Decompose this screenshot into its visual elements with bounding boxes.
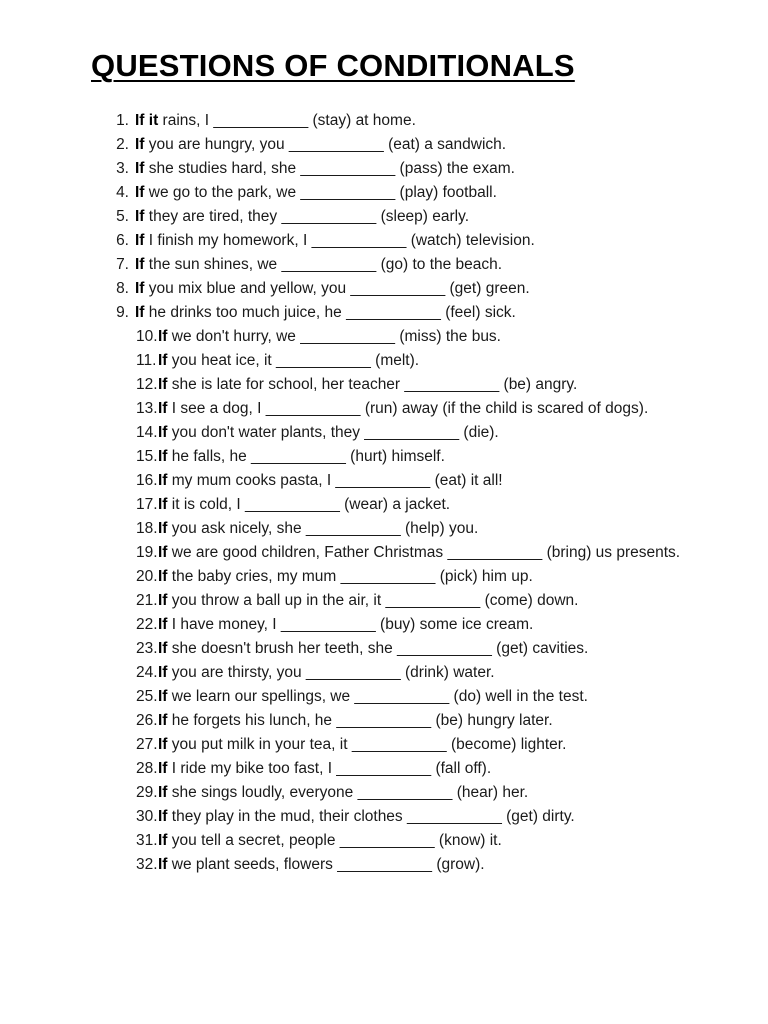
question-number: 32. bbox=[136, 856, 158, 873]
question-keyword: If bbox=[158, 496, 168, 513]
question-number: 25. bbox=[136, 688, 158, 705]
question-number: 8. bbox=[116, 280, 129, 297]
question-text: I have money, I ___________ (buy) some ice cream. bbox=[167, 616, 534, 633]
question-number: 16. bbox=[136, 472, 158, 489]
question-text: I finish my homework, I ___________ (watch) television. bbox=[144, 232, 535, 249]
question-item bbox=[0, 709, 768, 733]
question-keyword: If bbox=[158, 448, 168, 465]
question-number: 17. bbox=[136, 496, 158, 513]
question-item bbox=[0, 349, 768, 373]
question-item bbox=[0, 637, 768, 661]
question-text: she is late for school, her teacher ___________ (be) angry. bbox=[167, 376, 578, 393]
question-text: you are thirsty, you ___________ (drink) water. bbox=[167, 664, 495, 681]
question-item bbox=[0, 373, 768, 397]
question-item bbox=[0, 517, 768, 541]
question-item bbox=[0, 541, 768, 565]
question-text: she sings loudly, everyone ___________ (hear) her. bbox=[167, 784, 529, 801]
question-item bbox=[0, 757, 768, 781]
question-keyword: If bbox=[158, 664, 168, 681]
question-item bbox=[0, 109, 768, 133]
question-number: 6. bbox=[116, 232, 129, 249]
question-text: she doesn't brush her teeth, she ___________ (get) cavities. bbox=[167, 640, 589, 657]
question-item bbox=[0, 229, 768, 253]
question-item bbox=[0, 853, 768, 877]
question-keyword: If bbox=[135, 208, 145, 225]
question-keyword: If bbox=[135, 184, 145, 201]
question-number: 14. bbox=[136, 424, 158, 441]
question-keyword: If bbox=[135, 136, 145, 153]
question-item bbox=[0, 469, 768, 493]
question-text: you ask nicely, she ___________ (help) you. bbox=[167, 520, 479, 537]
question-keyword: If bbox=[158, 736, 168, 753]
question-text: my mum cooks pasta, I ___________ (eat) it all! bbox=[167, 472, 503, 489]
question-text: the sun shines, we ___________ (go) to the beach. bbox=[144, 256, 503, 273]
question-item bbox=[0, 253, 768, 277]
question-text: she studies hard, she ___________ (pass) the exam. bbox=[144, 160, 515, 177]
question-text: you heat ice, it ___________ (melt). bbox=[167, 352, 420, 369]
question-keyword: If bbox=[158, 376, 168, 393]
question-item bbox=[0, 661, 768, 685]
question-keyword: If bbox=[135, 304, 145, 321]
question-text: you are hungry, you ___________ (eat) a sandwich. bbox=[144, 136, 507, 153]
question-keyword: If bbox=[135, 232, 145, 249]
question-keyword: If bbox=[158, 352, 168, 369]
question-item bbox=[0, 733, 768, 757]
question-keyword: If bbox=[158, 688, 168, 705]
question-number: 22. bbox=[136, 616, 158, 633]
question-keyword: If bbox=[135, 160, 145, 177]
question-text: I see a dog, I ___________ (run) away (if the child is scared of dogs). bbox=[167, 400, 649, 417]
question-text: you tell a secret, people ___________ (know) it. bbox=[167, 832, 502, 849]
question-keyword: If bbox=[158, 784, 168, 801]
question-number: 21. bbox=[136, 592, 158, 609]
question-item bbox=[0, 181, 768, 205]
question-keyword: If bbox=[158, 568, 168, 585]
question-number: 2. bbox=[116, 136, 129, 153]
question-text: we learn our spellings, we ___________ (do) well in the test. bbox=[167, 688, 588, 705]
question-number: 26. bbox=[136, 712, 158, 729]
question-keyword: If bbox=[158, 592, 168, 609]
question-number: 20. bbox=[136, 568, 158, 585]
question-item bbox=[0, 397, 768, 421]
question-number: 31. bbox=[136, 832, 158, 849]
question-text: the baby cries, my mum ___________ (pick) him up. bbox=[167, 568, 533, 585]
question-text: it is cold, I ___________ (wear) a jacket. bbox=[167, 496, 451, 513]
question-item bbox=[0, 133, 768, 157]
question-keyword: If bbox=[158, 328, 168, 345]
question-number: 10. bbox=[136, 328, 158, 345]
question-item bbox=[0, 589, 768, 613]
question-keyword: If bbox=[135, 280, 145, 297]
question-text: he drinks too much juice, he ___________ (feel) sick. bbox=[144, 304, 516, 321]
question-keyword: If bbox=[158, 640, 168, 657]
question-keyword: If bbox=[135, 256, 145, 273]
question-number: 28. bbox=[136, 760, 158, 777]
question-number: 29. bbox=[136, 784, 158, 801]
question-keyword: If bbox=[158, 712, 168, 729]
question-keyword: If bbox=[158, 808, 168, 825]
question-number: 12. bbox=[136, 376, 158, 393]
question-item bbox=[0, 805, 768, 829]
question-text: rains, I ___________ (stay) at home. bbox=[158, 112, 416, 129]
question-item bbox=[0, 565, 768, 589]
question-text: we don't hurry, we ___________ (miss) the bus. bbox=[167, 328, 501, 345]
question-item bbox=[0, 829, 768, 853]
question-item bbox=[0, 301, 768, 325]
question-text: you mix blue and yellow, you ___________ (get) green. bbox=[144, 280, 530, 297]
question-item bbox=[0, 205, 768, 229]
question-number: 18. bbox=[136, 520, 158, 537]
question-item bbox=[0, 157, 768, 181]
question-number: 7. bbox=[116, 256, 129, 273]
question-keyword: If bbox=[158, 472, 168, 489]
question-keyword: If bbox=[158, 856, 168, 873]
question-text: they play in the mud, their clothes ___________ (get) dirty. bbox=[167, 808, 575, 825]
question-number: 23. bbox=[136, 640, 158, 657]
question-number: 13. bbox=[136, 400, 158, 417]
question-keyword: If bbox=[158, 520, 168, 537]
question-number: 1. bbox=[116, 112, 129, 129]
question-item bbox=[0, 325, 768, 349]
question-number: 5. bbox=[116, 208, 129, 225]
question-list bbox=[0, 109, 768, 877]
question-keyword: If it bbox=[135, 112, 159, 129]
question-number: 4. bbox=[116, 184, 129, 201]
question-item bbox=[0, 613, 768, 637]
question-text: you don't water plants, they ___________ (die). bbox=[167, 424, 499, 441]
question-number: 3. bbox=[116, 160, 129, 177]
question-keyword: If bbox=[158, 400, 168, 417]
question-number: 30. bbox=[136, 808, 158, 825]
question-item bbox=[0, 421, 768, 445]
question-keyword: If bbox=[158, 424, 168, 441]
question-number: 24. bbox=[136, 664, 158, 681]
page-title: QUESTIONS OF CONDITIONALS bbox=[91, 48, 575, 83]
question-item bbox=[0, 781, 768, 805]
question-keyword: If bbox=[158, 544, 168, 561]
question-text: we plant seeds, flowers ___________ (grow). bbox=[167, 856, 485, 873]
question-text: you put milk in your tea, it ___________ (become) lighter. bbox=[167, 736, 567, 753]
question-number: 9. bbox=[116, 304, 129, 321]
question-item bbox=[0, 493, 768, 517]
question-number: 15. bbox=[136, 448, 158, 465]
question-text: he falls, he ___________ (hurt) himself. bbox=[167, 448, 445, 465]
question-keyword: If bbox=[158, 760, 168, 777]
question-text: you throw a ball up in the air, it ___________ (come) down. bbox=[167, 592, 579, 609]
question-number: 19. bbox=[136, 544, 158, 561]
question-item bbox=[0, 685, 768, 709]
question-number: 11. bbox=[136, 352, 157, 369]
question-text: we are good children, Father Christmas ___________ (bring) us presents. bbox=[167, 544, 681, 561]
question-keyword: If bbox=[158, 616, 168, 633]
question-number: 27. bbox=[136, 736, 158, 753]
question-item bbox=[0, 277, 768, 301]
question-text: they are tired, they ___________ (sleep) early. bbox=[144, 208, 470, 225]
question-text: I ride my bike too fast, I ___________ (fall off). bbox=[167, 760, 492, 777]
question-text: we go to the park, we ___________ (play) football. bbox=[144, 184, 497, 201]
question-text: he forgets his lunch, he ___________ (be) hungry later. bbox=[167, 712, 553, 729]
question-keyword: If bbox=[158, 832, 168, 849]
question-item bbox=[0, 445, 768, 469]
